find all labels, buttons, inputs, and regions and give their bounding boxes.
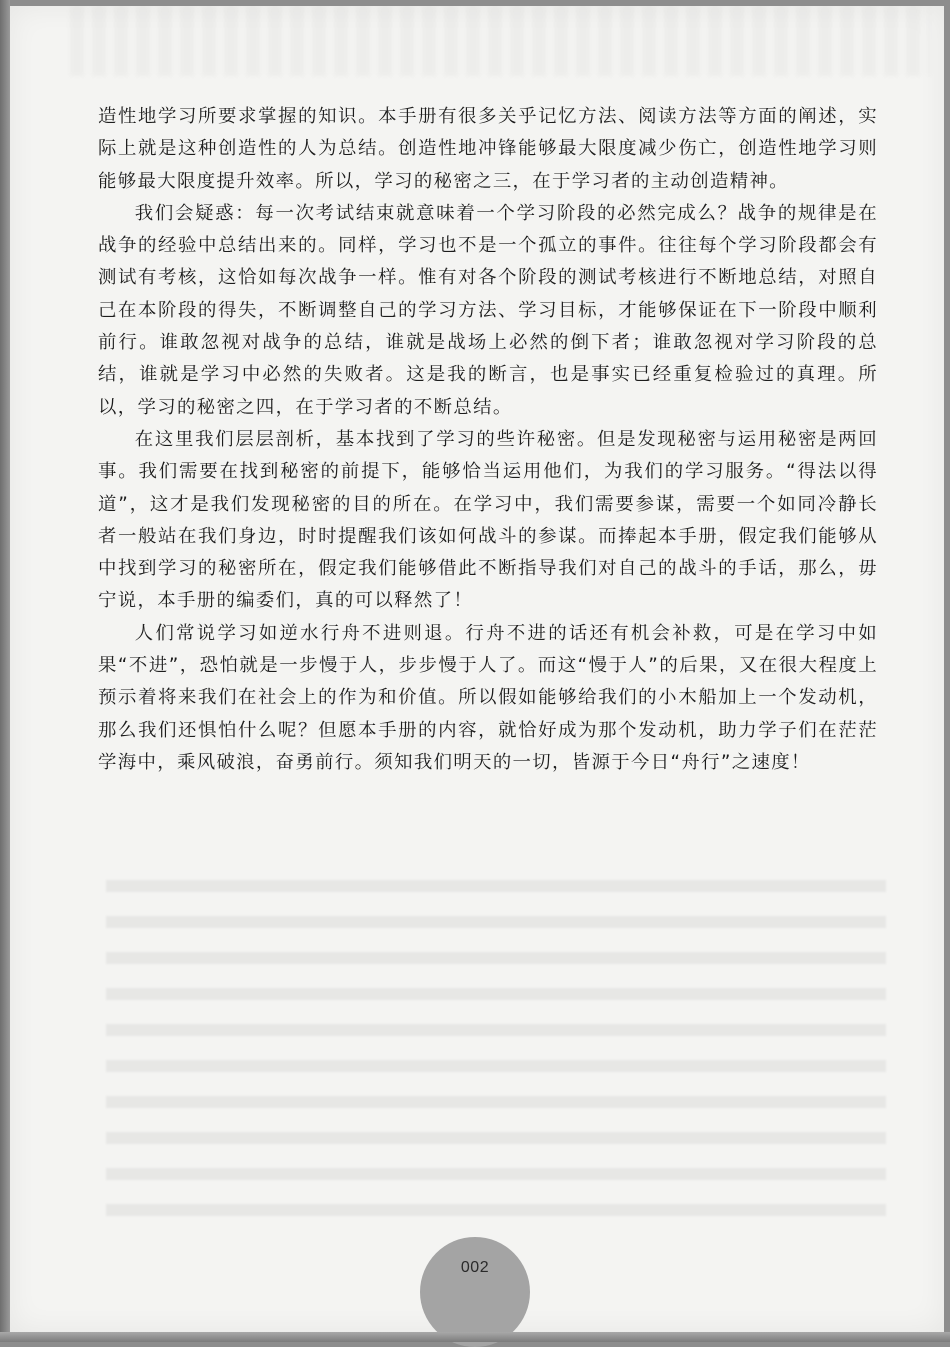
show-through-top <box>70 6 930 76</box>
paragraph-2: 我们会疑惑：每一次考试结束就意味着一个学习阶段的必然完成么？战争的规律是在战争的经验中总结出来的。同样，学习也不是一个孤立的事件。往往每个学习阶段都会有测试有考核，这恰如每次战争一样。惟有对各个阶段的测试考核进行不断地总结，对照自己在本阶段的得失，不断调整自己的学习方法、学习目标，才能够保证在下一阶段中顺利前行。谁敢忽视对战争的总结，谁就是战场上必然的倒下者；谁敢忽视对学习阶段的总结，谁就是学习中必然的失败者。这是我的断言，也是事实已经重复检验过的真理。所以，学习的秘密之四，在于学习者的不断总结。 <box>98 202 878 418</box>
body-text <box>98 101 878 779</box>
scan-border-bottom <box>0 1332 950 1342</box>
paragraph-4: 人们常说学习如逆水行舟不进则退。行舟不进的话还有机会补救，可是在学习中如果“不进”，恐怕就是一步慢于人，步步慢于人了。而这“慢于人”的后果，又在很大程度上预示着将来我们在社会上的作为和价值。所以假如能够给我们的小木船加上一个发动机，那么我们还惧怕什么呢？但愿本手册的内容，就恰好成为那个发动机，助力学子们在茫茫学海中，乘风破浪，奋勇前行。须知我们明天的一切，皆源于今日“舟行”之速度！ <box>98 622 878 773</box>
scan-border-left <box>0 0 10 1342</box>
show-through-reverse-side <box>106 866 886 1236</box>
paragraph-3: 在这里我们层层剖析，基本找到了学习的些许秘密。但是发现秘密与运用秘密是两回事。我们需要在找到秘密的前提下，能够恰当运用他们，为我们的学习服务。“得法以得道”，这才是我们发现秘密的目的所在。在学习中，我们需要参谋，需要一个如同冷静长者一般站在我们身边，时时提醒我们该如何战斗的参谋。而捧起本手册，假定我们能够从中找到学习的秘密所在，假定我们能够借此不断指导我们对自己的战斗的手话，那么，毋宁说，本手册的编委们，真的可以释然了！ <box>98 428 878 612</box>
page-number: 002 <box>460 1259 490 1276</box>
page-number-tab <box>420 1237 530 1347</box>
paragraph-1: 造性地学习所要求掌握的知识。本手册有很多关乎记忆方法、阅读方法等方面的阐述，实际上就是这种创造性的人为总结。创造性地冲锋能够最大限度减少伤亡，创造性地学习则能够最大限度提升效率。所以，学习的秘密之三，在于学习者的主动创造精神。 <box>98 106 878 192</box>
